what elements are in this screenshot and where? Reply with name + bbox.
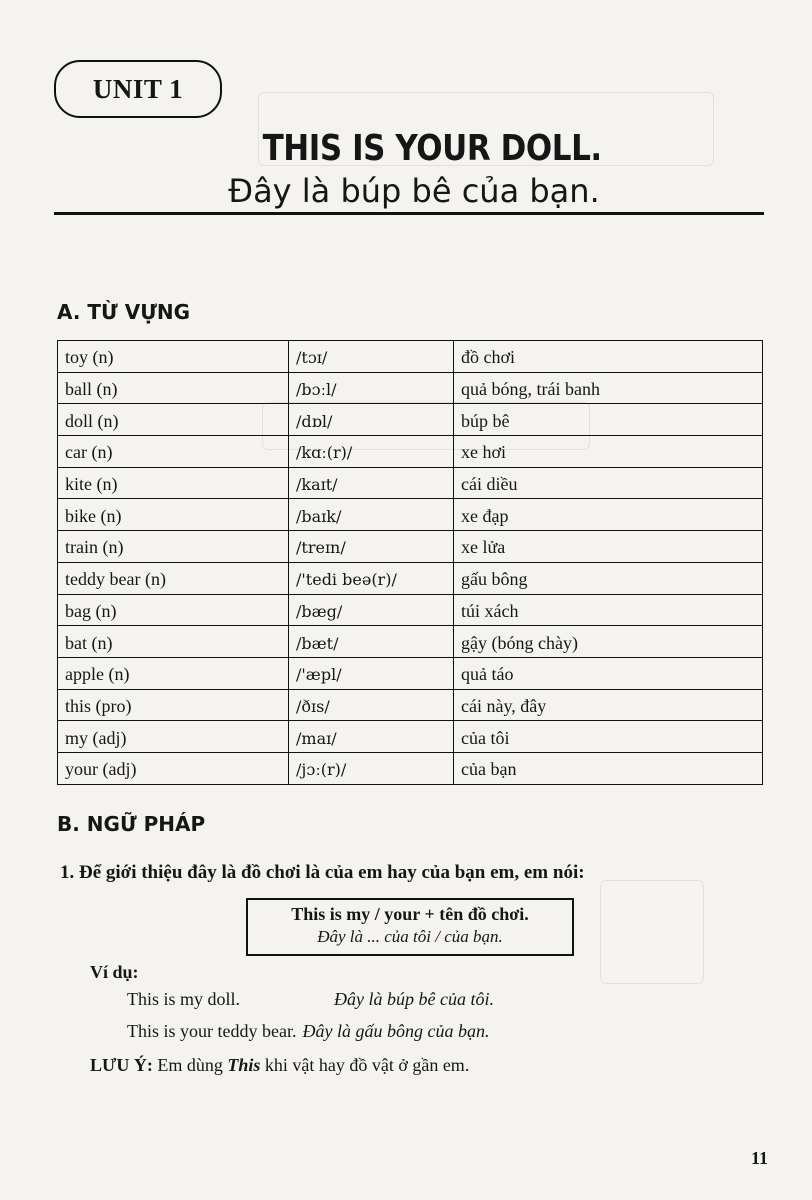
grammar-formula-meaning: Đây là ... của tôi / của bạn. — [317, 927, 503, 946]
note-keyword: This — [227, 1055, 261, 1075]
example-en: This is your teddy bear. — [127, 1021, 297, 1041]
table-row — [58, 436, 763, 468]
table-row — [58, 404, 763, 436]
vocab-ipa: /dɒl/ — [289, 404, 454, 436]
vocab-meaning: xe hơi — [454, 436, 763, 468]
title-divider — [54, 212, 764, 215]
vocab-word: my (adj) — [58, 721, 289, 753]
vocab-meaning: gấu bông — [454, 562, 763, 594]
example-label: Ví dụ: — [90, 962, 139, 982]
table-row — [58, 372, 763, 404]
vocab-meaning: quả bóng, trái banh — [454, 372, 763, 404]
vocab-ipa: /bɔːl/ — [289, 372, 454, 404]
vocab-meaning: cái này, đây — [454, 689, 763, 721]
page-number: 11 — [750, 1148, 768, 1168]
table-row — [58, 594, 763, 626]
note-label: LƯU Ý: — [90, 1055, 153, 1075]
vocab-word: ball (n) — [58, 372, 289, 404]
section-heading-grammar: B. NGỮ PHÁP — [57, 812, 206, 836]
example-sentence — [127, 1021, 489, 1042]
vocab-word: kite (n) — [58, 467, 289, 499]
vocab-ipa: /'tedi beə(r)/ — [289, 562, 454, 594]
vocab-ipa: /bæg/ — [289, 594, 454, 626]
example-vi: Đây là búp bê của tôi. — [334, 989, 494, 1009]
grammar-formula: This is my / your + tên đồ chơi. — [291, 904, 529, 924]
vocab-meaning: gậy (bóng chày) — [454, 626, 763, 658]
vocab-ipa: /maɪ/ — [289, 721, 454, 753]
vocab-meaning: túi xách — [454, 594, 763, 626]
vocab-word: this (pro) — [58, 689, 289, 721]
table-row — [58, 752, 763, 784]
vocab-word: doll (n) — [58, 404, 289, 436]
example-en: This is my doll. — [127, 989, 241, 1009]
vocab-ipa: /jɔː(r)/ — [289, 752, 454, 784]
vocab-word: car (n) — [58, 436, 289, 468]
note-text-after: khi vật hay đồ vật ở gần em. — [264, 1055, 470, 1075]
example-sentence — [127, 989, 494, 1010]
vocab-word: bat (n) — [58, 626, 289, 658]
section-heading-vocabulary: A. TỪ VỰNG — [57, 300, 191, 324]
unit-badge: UNIT 1 — [54, 60, 222, 118]
vocab-ipa: /ðɪs/ — [289, 689, 454, 721]
vocab-ipa: /tɔɪ/ — [289, 341, 454, 373]
vocab-word: bag (n) — [58, 594, 289, 626]
vocab-ipa: /kɑː(r)/ — [289, 436, 454, 468]
grammar-formula-box — [246, 898, 574, 956]
vocab-meaning: xe đạp — [454, 499, 763, 531]
vocab-word: train (n) — [58, 531, 289, 563]
vocab-word: apple (n) — [58, 657, 289, 689]
vocab-meaning: cái diều — [454, 467, 763, 499]
lesson-title-en: THIS IS YOUR DOLL. — [262, 128, 602, 169]
table-row — [58, 341, 763, 373]
lesson-title-vi: Đây là búp bê của bạn. — [228, 172, 600, 210]
vocab-ipa: /baɪk/ — [289, 499, 454, 531]
bleed-through-box — [600, 880, 704, 984]
table-row — [58, 657, 763, 689]
vocab-ipa: /treɪn/ — [289, 531, 454, 563]
table-row — [58, 689, 763, 721]
vocab-word: your (adj) — [58, 752, 289, 784]
vocab-ipa: /'æpl/ — [289, 657, 454, 689]
vocab-meaning: đồ chơi — [454, 341, 763, 373]
example-vi: Đây là gấu bông của bạn. — [302, 1021, 490, 1041]
vocab-word: toy (n) — [58, 341, 289, 373]
table-row — [58, 531, 763, 563]
vocab-ipa: /kaɪt/ — [289, 467, 454, 499]
vocab-word: bike (n) — [58, 499, 289, 531]
table-row — [58, 626, 763, 658]
vocab-word: teddy bear (n) — [58, 562, 289, 594]
grammar-point-1: 1. Để giới thiệu đây là đồ chơi là của em hay của bạn em, em nói: — [60, 862, 585, 883]
table-row — [58, 467, 763, 499]
table-row — [58, 721, 763, 753]
vocab-meaning: búp bê — [454, 404, 763, 436]
table-row — [58, 562, 763, 594]
note-text-before: Em dùng — [157, 1055, 223, 1075]
usage-note — [90, 1055, 469, 1076]
vocab-meaning: của tôi — [454, 721, 763, 753]
vocab-meaning: của bạn — [454, 752, 763, 784]
vocab-meaning: quả táo — [454, 657, 763, 689]
vocab-ipa: /bæt/ — [289, 626, 454, 658]
vocab-meaning: xe lửa — [454, 531, 763, 563]
table-row — [58, 499, 763, 531]
vocabulary-table — [57, 340, 763, 785]
